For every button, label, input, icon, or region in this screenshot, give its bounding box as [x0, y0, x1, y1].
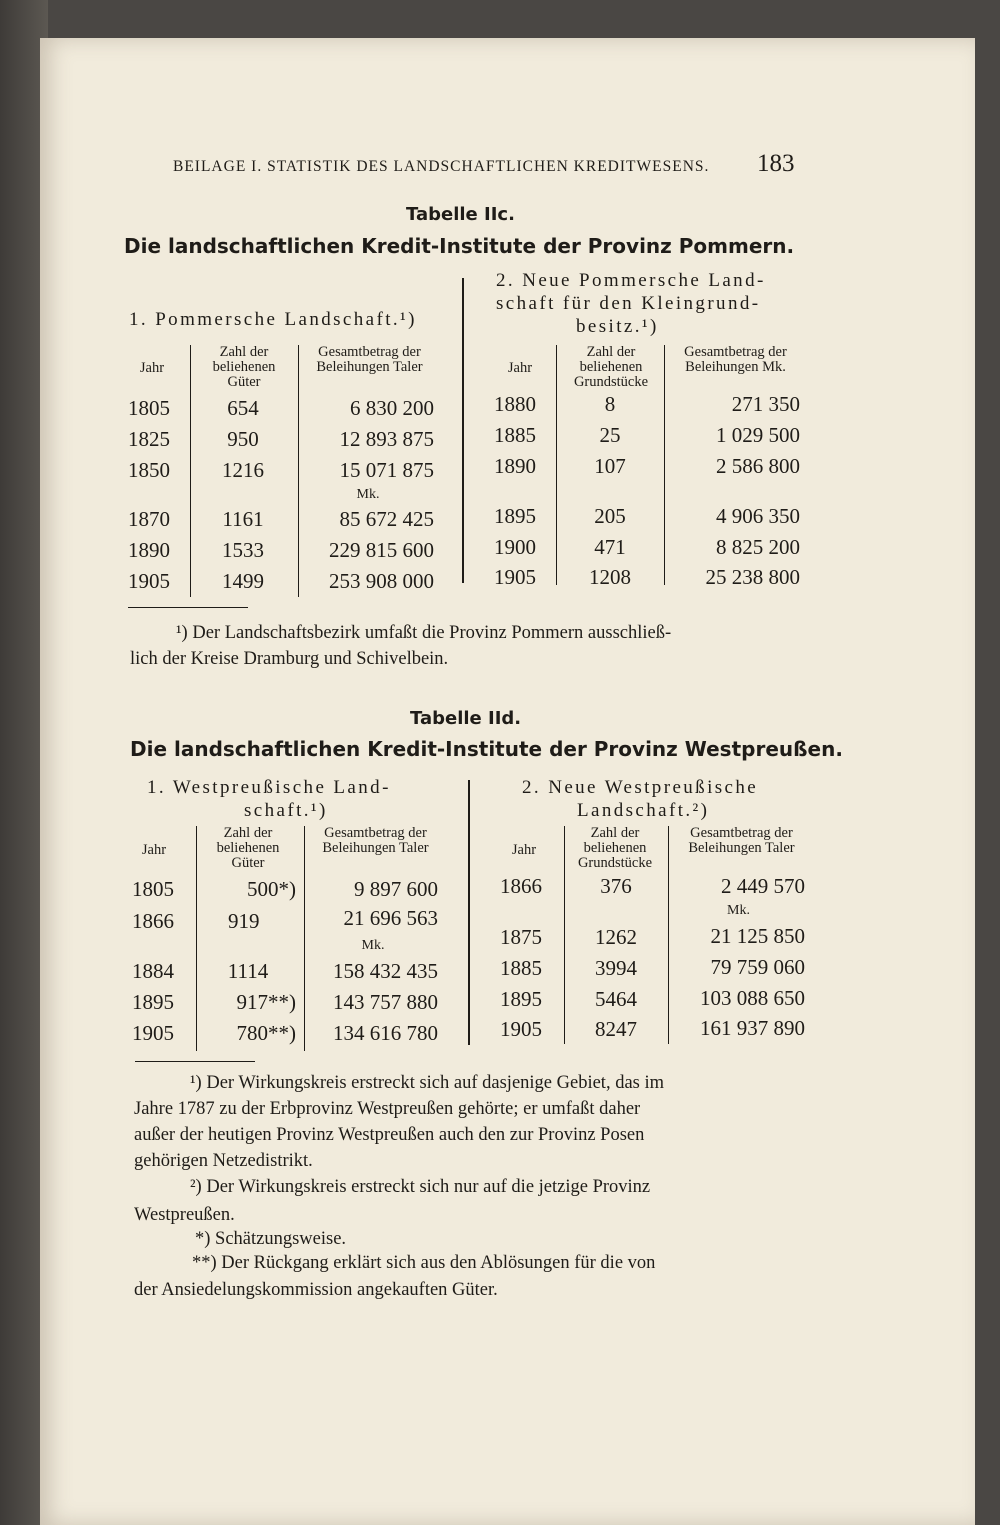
footnote-text: ¹) Der Wirkungskreis erstreckt sich auf dasjenige Gebiet, das im	[190, 1073, 665, 1093]
table-d-right-divider-2	[668, 826, 669, 1044]
table-cell: 780**)	[236, 1021, 296, 1045]
table-d-right-col-total: Gesamtbetrag der Beleihungen Taler	[688, 825, 795, 856]
table-cell: 1216	[222, 458, 264, 482]
running-head: BEILAGE I. STATISTIK DES LANDSCHAFTLICHEN KREDITWESENS.	[173, 158, 710, 175]
table-c-left-col-year: Jahr	[139, 360, 165, 376]
table-row: 1850	[128, 458, 170, 482]
footnote-text: Westpreußen.	[134, 1205, 235, 1225]
table-d-left-title-line1: 1. Westpreußische Land-	[147, 777, 391, 798]
table-cell: 1499	[222, 569, 264, 593]
table-c-right-title-line1: 2. Neue Pommersche Land-	[496, 270, 766, 291]
table-cell: 134 616 780	[333, 1021, 438, 1045]
table-cell: 1161	[222, 507, 264, 531]
table-c-right-title-line3: besitz.¹)	[576, 316, 659, 337]
table-d-separator	[468, 780, 470, 1045]
table-row: 1805	[132, 877, 174, 901]
table-row: 1895	[494, 504, 536, 528]
table-d-right-divider-1	[564, 826, 565, 1044]
table-row: 1825	[128, 427, 170, 451]
table-row: 1805	[128, 396, 170, 420]
footnote-text: Jahre 1787 zu der Erbprovinz Westpreußen gehörte; er umfaßt daher	[134, 1099, 641, 1119]
table-d-left-title-line2: schaft.¹)	[244, 800, 328, 821]
table-cell: 5464	[595, 987, 637, 1011]
table-row: 1875	[500, 925, 542, 949]
table-cell: 917**)	[236, 990, 296, 1014]
table-c-left-col-count: Zahl der beliehenen Güter	[212, 344, 276, 390]
table-c-right-divider-2	[664, 345, 665, 585]
table-row: 1895	[500, 987, 542, 1011]
table-cell: 8	[604, 392, 616, 416]
table-row: 1885	[494, 423, 536, 447]
table-cell: 15 071 875	[339, 458, 434, 482]
table-cell: 1533	[222, 538, 264, 562]
table-cell: 229 815 600	[329, 538, 434, 562]
table-c-label: Tabelle IIc.	[406, 204, 515, 225]
table-c-right-col-total: Gesamtbetrag der Beleihungen Mk.	[684, 344, 787, 375]
table-row: 1866	[132, 909, 174, 933]
table-cell: 500*)	[247, 877, 296, 901]
table-c-left-title: 1. Pommersche Landschaft.¹)	[129, 309, 417, 330]
table-d-left-col-year: Jahr	[141, 842, 167, 858]
table-cell: 85 672 425	[339, 507, 434, 531]
footnote-text: ²) Der Wirkungskreis erstreckt sich nur auf die jetzige Provinz	[190, 1177, 651, 1197]
table-cell: 376	[600, 874, 632, 898]
table-row: 1905	[132, 1021, 174, 1045]
footnote-text: *) Schätzungsweise.	[195, 1229, 347, 1249]
table-row: 1884	[132, 959, 174, 983]
unit-change-label: Mk.	[727, 903, 750, 918]
unit-change-label: Mk.	[356, 487, 380, 502]
table-cell: 158 432 435	[333, 959, 438, 983]
table-row: 1890	[128, 538, 170, 562]
table-cell: 1262	[595, 925, 637, 949]
table-cell: 4 906 350	[716, 504, 800, 528]
table-c-left-col-total: Gesamtbetrag der Beleihungen Taler	[316, 344, 423, 375]
unit-change-label: Mk.	[361, 938, 385, 953]
table-cell: 2 586 800	[716, 454, 800, 478]
footnote-text: **) Der Rückgang erklärt sich aus den Ablösungen für die von	[192, 1253, 656, 1273]
table-d-left-divider-1	[196, 826, 197, 1051]
table-cell: 6 830 200	[350, 396, 434, 420]
footnote-text: gehörigen Netzedistrikt.	[134, 1151, 313, 1171]
table-cell: 25	[599, 423, 621, 447]
table-row: 1900	[494, 535, 536, 559]
table-cell: 161 937 890	[700, 1016, 805, 1040]
table-row: 1905	[500, 1017, 542, 1041]
footnote-text: der Ansiedelungskommission angekauften Güter.	[134, 1280, 498, 1300]
table-d-right-title-line1: 2. Neue Westpreußische	[522, 777, 759, 798]
table-d-right-col-count: Zahl der beliehenen Grundstücke	[577, 825, 653, 871]
table-cell: 103 088 650	[700, 986, 805, 1010]
table-row: 1880	[494, 392, 536, 416]
table-cell: 21 125 850	[710, 924, 805, 948]
footnote-text: lich der Kreise Dramburg und Schivelbein.	[130, 649, 449, 669]
footnote-rule	[128, 607, 248, 608]
table-d-left-divider-2	[304, 826, 305, 1051]
table-cell: 205	[594, 504, 626, 528]
table-cell: 107	[594, 454, 626, 478]
table-row: 1866	[500, 874, 542, 898]
table-cell: 12 893 875	[339, 427, 434, 451]
table-cell: 8247	[595, 1017, 637, 1041]
table-c-separator	[462, 278, 464, 583]
table-cell: 25 238 800	[705, 565, 800, 589]
table-cell: 950	[227, 427, 259, 451]
table-cell: 2 449 570	[721, 874, 805, 898]
table-d-right-col-year: Jahr	[511, 842, 537, 858]
table-cell: 1 029 500	[716, 423, 800, 447]
table-c-heading: Die landschaftlichen Kredit-Institute der Provinz Pommern.	[124, 234, 795, 258]
table-row: 1885	[500, 956, 542, 980]
table-cell: 1114	[227, 959, 269, 983]
table-cell: 3994	[595, 956, 637, 980]
footnote-text: außer der heutigen Provinz Westpreußen auch den zur Provinz Posen	[134, 1125, 645, 1145]
table-c-left-divider-2	[298, 345, 299, 597]
table-cell: 1208	[589, 565, 631, 589]
table-row: 1905	[128, 569, 170, 593]
table-row: 1890	[494, 454, 536, 478]
table-row: 1905	[494, 565, 536, 589]
page-number: 183	[757, 150, 795, 177]
table-cell: 271 350	[731, 392, 800, 416]
table-cell: 253 908 000	[329, 569, 434, 593]
table-cell: 654	[227, 396, 259, 420]
table-row: 1895	[132, 990, 174, 1014]
table-d-left-col-total: Gesamtbetrag der Beleihungen Taler	[322, 825, 429, 856]
table-d-left-col-count: Zahl der beliehenen Güter	[216, 825, 280, 871]
table-cell: 919	[228, 909, 260, 933]
table-d-right-title-line2: Landschaft.²)	[577, 800, 710, 821]
table-c-right-divider-1	[556, 345, 557, 585]
table-cell: 143 757 880	[333, 990, 438, 1014]
table-row: 1870	[128, 507, 170, 531]
table-cell: 471	[594, 535, 626, 559]
table-d-heading: Die landschaftlichen Kredit-Institute der Provinz Westpreußen.	[130, 737, 843, 761]
footnote-text: ¹) Der Landschaftsbezirk umfaßt die Provinz Pommern ausschließ-	[176, 623, 672, 643]
table-c-right-col-count: Zahl der beliehenen Grundstücke	[573, 344, 649, 390]
table-c-right-col-year: Jahr	[507, 360, 533, 376]
table-cell: 8 825 200	[716, 535, 800, 559]
table-cell: 9 897 600	[354, 877, 438, 901]
table-cell: 79 759 060	[710, 955, 805, 979]
table-c-left-divider-1	[190, 345, 191, 597]
table-c-right-title-line2: schaft für den Kleingrund-	[496, 293, 761, 314]
table-d-label: Tabelle IId.	[410, 708, 522, 729]
footnote-rule	[135, 1061, 255, 1062]
table-cell: 21 696 563	[343, 906, 438, 930]
